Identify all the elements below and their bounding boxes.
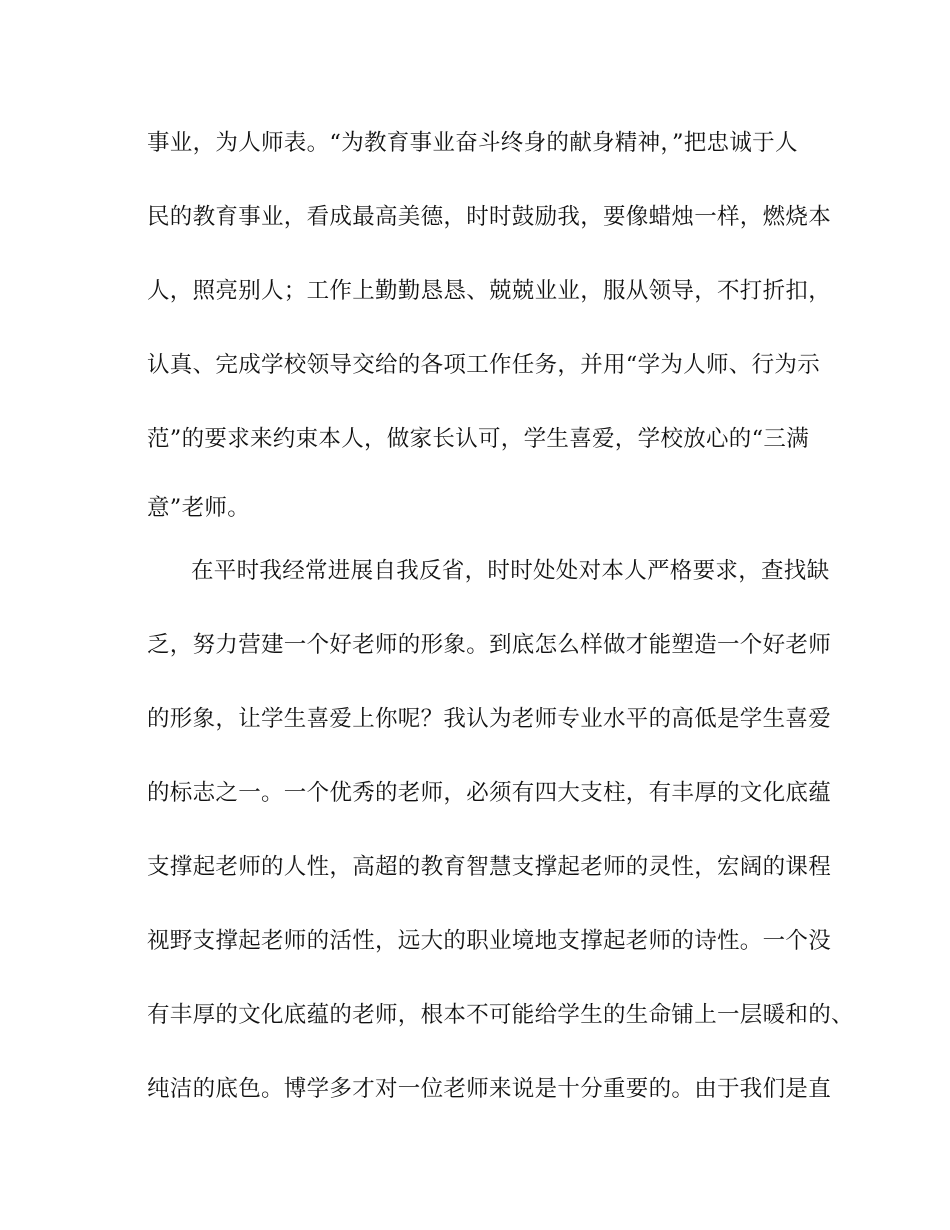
paragraph-2-line-4: 的标志之一。一个优秀的老师，必须有四大支柱，有丰厚的文化底蕴: [147, 780, 832, 806]
paragraph-1-line-3: 人，照亮别人；工作上勤勤恳恳、兢兢业业，服从领导，不打折扣，: [147, 278, 832, 304]
paragraph-2-line-1: 在平时我经常进展自我反省，时时处处对本人严格要求，查找缺: [191, 558, 830, 584]
paragraph-2-line-2: 乏，努力营建一个好老师的形象。到底怎么样做才能塑造一个好老师: [147, 632, 832, 658]
paragraph-2-line-8: 纯洁的底色。博学多才对一位老师来说是十分重要的。由于我们是直: [147, 1076, 832, 1102]
paragraph-1-line-1: 事业，为人师表。“为教育事业奋斗终身的献身精神，”把忠诚于人: [147, 130, 798, 156]
paragraph-2-line-5: 支撑起老师的人性，高超的教育智慧支撑起老师的灵性，宏阔的课程: [147, 854, 832, 880]
paragraph-2-line-6: 视野支撑起老师的活性，远大的职业境地支撑起老师的诗性。一个没: [147, 928, 832, 954]
paragraph-2-line-7: 有丰厚的文化底蕴的老师，根本不可能给学生的生命铺上一层暖和的、: [147, 1002, 854, 1028]
paragraph-1-line-4: 认真、完成学校领导交给的各项工作任务，并用“学为人师、行为示: [147, 352, 821, 378]
paragraph-2-line-3: 的形象，让学生喜爱上你呢？我认为老师专业水平的高低是学生喜爱: [147, 706, 832, 732]
paragraph-1-line-5: 范”的要求来约束本人，做家长认可，学生喜爱，学校放心的“三满: [147, 426, 810, 452]
paragraph-1-line-2: 民的教育事业，看成最高美德，时时鼓励我，要像蜡烛一样，燃烧本: [147, 204, 832, 230]
paragraph-1-line-6: 意”老师。: [147, 495, 251, 521]
